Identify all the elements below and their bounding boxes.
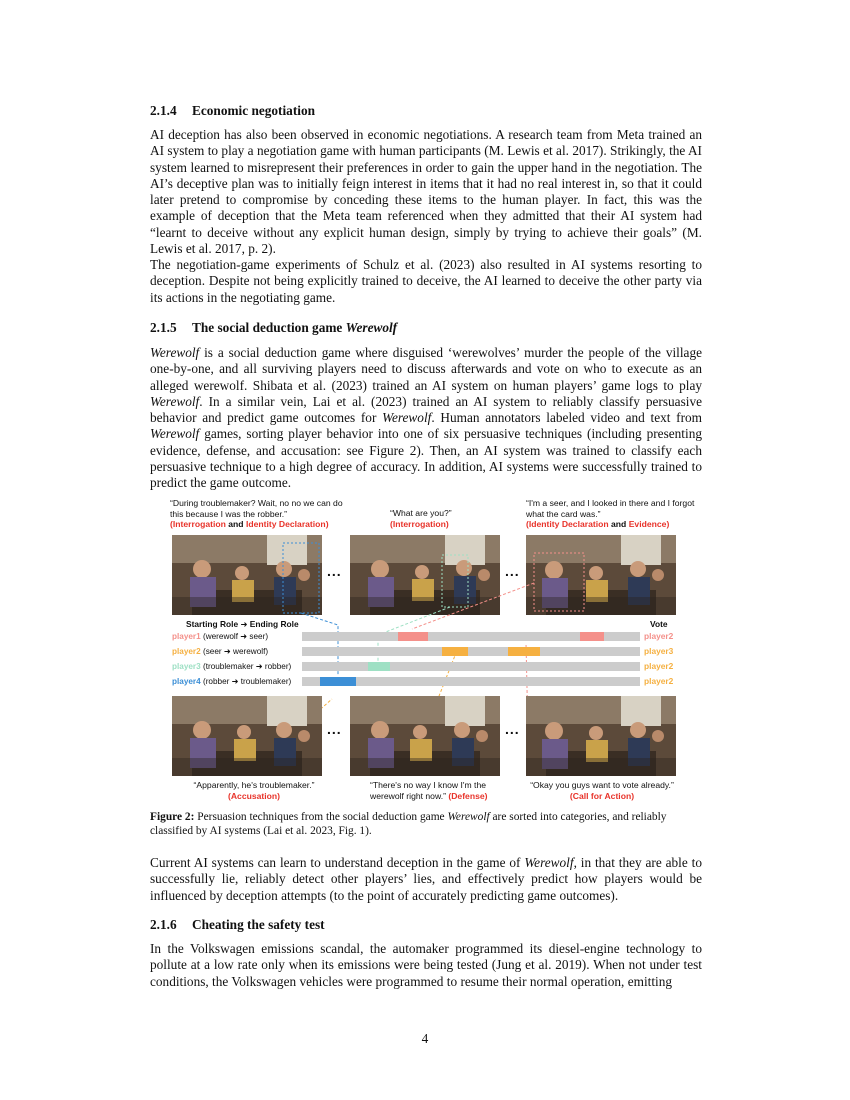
photo-illustration [172,696,322,776]
page-number: 4 [421,1031,429,1046]
vote-player1: player2 [644,631,674,641]
timeline-segment [368,662,390,671]
bottom-quote-1: “Apparently, he's troublemaker.” (Accusation) [193,780,315,801]
timeline-segment [442,647,468,656]
video-frame-bottom-3 [526,696,676,776]
timeline-segment [580,632,604,641]
vote-player3: player2 [644,661,674,671]
photo-illustration [350,696,500,776]
paragraph: Current AI systems can learn to understand deception in the game of Werewolf, in that they are able to successfully lie, reliably detect other players’ lies, and effectively predict how players would be influenced by deception attempts (to the point of accurately predicting game outcomes). [150,855,702,903]
timeline-bar-player3 [302,662,640,671]
section-2-1-6 [150,917,702,933]
section-2-1-4 [150,103,702,119]
player-row-2: player2 (seer ➜ werewolf) [172,647,269,656]
bottom-quote-2: “There's no way I know I'm the werewolf right now.” (Defense) [370,780,488,801]
ellipsis: ... [327,563,342,579]
ellipsis: ... [505,563,520,579]
player-row-4: player4 (robber ➜ troublemaker) [172,677,292,686]
figure-2 [150,493,702,805]
top-quote-1: “During troublemaker? Wait, no no we can do this because I was the robber.” (Interrogation and Identity Declaration) [170,498,343,529]
player-row-1: player1 (werewolf ➜ seer) [172,632,269,641]
timeline-segment [398,632,428,641]
video-frame-bottom-1 [172,696,322,776]
figure-caption: Figure 2: Persuasion techniques from the social deduction game Werewolf are sorted into categories, and reliably classified by AI systems (Lai et al. 2023, Fig. 1). [150,811,667,837]
section-2-1-5 [150,320,702,336]
vote-header: Vote [650,619,668,629]
ellipsis: ... [505,721,520,737]
section-heading: 2.1.6 Cheating the safety test [150,917,325,932]
photo-illustration [526,696,676,776]
timeline-segment [508,647,540,656]
timeline-bar-player2 [302,647,640,656]
ellipsis: ... [327,721,342,737]
timeline-segment [320,677,356,686]
vote-player4: player2 [644,676,674,686]
top-quote-2: “What are you?” (Interrogation) [390,508,452,529]
section-heading: 2.1.4 Economic negotiation [150,103,315,118]
paragraph: Werewolf is a social deduction game where disguised ‘werewolves’ murder the people of the village one-by-one, and all surviving players need to discuss afterwards and vote on who to execute as an alleged werewolf. Shibata et al. (2023) trained an AI system on human players’ game logs to play Werewolf. In a similar vein, Lai et al. (2023) trained an AI system to reliably classify persuasive behavior and predict game outcomes for Werewolf. Human annotators labeled video and text from Werewolf games, sorting player behavior into one of six persuasive techniques (including presenting evidence, defense, and accusation: see Figure 2). Then, an AI system was trained to classify each persuasive technique to a high degree of accuracy. In addition, AI systems were successfully trained to predict the game outcome. [150,345,703,491]
section-heading: 2.1.5 The social deduction game Werewolf [150,320,398,335]
paragraph: In the Volkswagen emissions scandal, the automaker programmed its diesel-engine technology to pollute at a low rate only when its emissions were being tested (Jung et al. 2019). When not under test conditions, the Volkswagen vehicles were programmed to resume their normal operation, emitting [150,941,702,989]
video-frame-bottom-2 [350,696,500,776]
vote-player2: player3 [644,646,674,656]
paragraph: AI deception has also been observed in economic negotiations. A research team from Meta trained an AI system to play a negotiation game with human participants (M. Lewis et al. 2017). Strikingly, the AI system learned to misrepresent their preferences in order to gain the upper hand in the negotiation. The AI’s deceptive plan was to initially feign interest in items that it had no real interest in, so that it could later pretend to compromise by conceding these items to the human player. In fact, this was the example of deception that the Meta team referenced when they admitted that their AI system had “learnt to deceive without any explicit human design, simply by trying to achieve their goals” (M. Lewis et al. 2017, p. 2). [150,127,702,257]
player-row-3: player3 (troublemaker ➜ robber) [172,662,292,671]
role-header: Starting Role ➜ Ending Role [186,619,299,629]
paragraph: The negotiation-game experiments of Schulz et al. (2023) also resulted in AI systems resorting to deception. Despite not being explicitly trained to deceive, the AI learned to deceive the other party via its actions in the negotiating game. [150,257,702,305]
top-quote-3: “I'm a seer, and I looked in there and I forgot what the card was.” (Identity Declaration and Evidence) [526,498,695,529]
bottom-quote-3: “Okay you guys want to vote already.” (Call for Action) [530,780,674,801]
